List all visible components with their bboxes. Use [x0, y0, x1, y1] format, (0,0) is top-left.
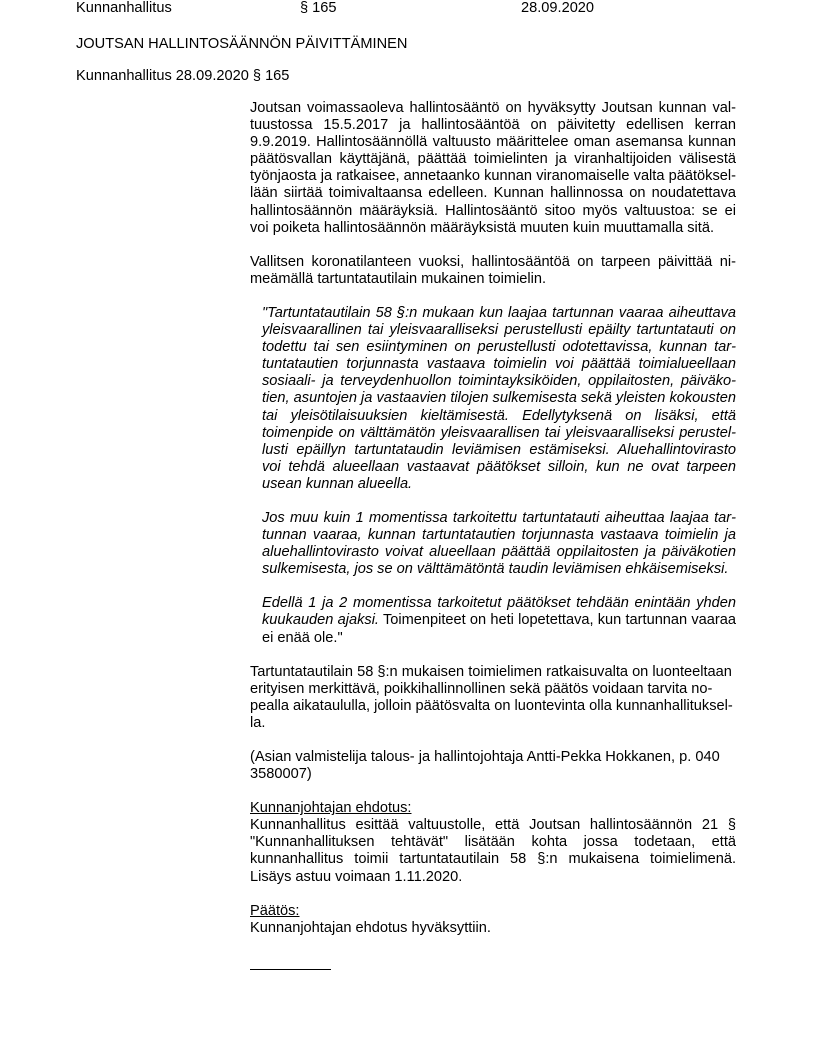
proposal-text: Kunnanhallitus esittää valtuustolle, että Joutsan hallintosäännön 21 § "Kunnanhallituksen tehtävät" lisätään kohta jossa todetaan, että kunnanhallitus toimii tartuntatautilain 58 §:n mukaisena toimielimenä. Lisäys astuu voimaan 1.11.2020.: [250, 817, 736, 885]
intro-paragraph: Joutsan voimassaoleva hallintosääntö on hyväksytty Joutsan kunnan valtuustossa 15.5.2017 ja hallintosääntöä on päivitetty edellisen kerran 9.9.2019. Hallintosäännöllä valtuusto määrittelee oman asemansa kunnan päätösvallan käyttäjänä, päättää toimielinten ja viranhaltijoiden välisestä työnjaosta ja ratkaisee, annetaanko kunnan viranomaiselle valta päätöksellään siirtää toimivaltaansa edelleen. Kunnan hallinnossa on noudatettava hallintosäännön määräyksiä. Hallintosääntö sitoo myös valtuustoa: se ei voi poiketa hallintosäännön määräyksistä muuten kuin muuttamalla sitä.: [250, 100, 736, 236]
reason-paragraph: Vallitsen koronatilanteen vuoksi, hallintosääntöä on tarpeen päivittää nimeämällä tartuntatautilain mukainen toimielin.: [250, 253, 736, 287]
signature-rule: [250, 957, 736, 974]
preparer-note: (Asian valmistelija talous- ja hallintojohtaja Antti-Pekka Hokkanen, p. 040 3580007): [250, 749, 720, 783]
quote-paragraph-3-italic: Edellä 1 ja 2 momentissa tarkoitetut päätökset tehdään enintään yhden kuukauden ajaksi.: [262, 595, 736, 629]
law-quote: [262, 305, 736, 647]
document-body: [250, 100, 736, 974]
meeting-reference: Kunnanhallitus 28.09.2020 § 165: [76, 68, 290, 84]
justification-paragraph: Tartuntatautilain 58 §:n mukaisen toimielimen ratkaisuvalta on luonteeltaan erityisen merkittävä, poikkihallinnollinen sekä päätös voidaan tarvita no- pealla aikataululla, jolloin päätösvalta on luontevinta olla kunnanhallituksel- la.: [250, 663, 733, 731]
proposal-section: [250, 800, 736, 885]
document-title: JOUTSAN HALLINTOSÄÄNNÖN PÄIVITTÄMINEN: [76, 36, 408, 52]
quote-paragraph-3-normal: Toimenpiteet on heti lopetettava, kun tartunnan vaaraa ei enää ole.": [262, 612, 736, 646]
horizontal-rule: [250, 959, 331, 970]
decision-heading: Päätös:: [250, 902, 300, 919]
decision-text: Kunnanjohtajan ehdotus hyväksyttiin.: [250, 919, 491, 936]
quote-paragraph-2: Jos muu kuin 1 momentissa tarkoitettu tartuntatauti aiheuttaa laajaa tartunnan vaaraa, kunnan tartuntatautien torjunnasta vastaava toimielin ja aluehallintovirasto voivat alueellaan päättää oppilaitosten ja päiväkotien sulkemisesta, jos se on välttämätöntä taudin leviämisen ehkäisemiseksi.: [262, 509, 736, 578]
header-body-name: Kunnanhallitus: [76, 0, 172, 16]
quote-paragraph-1: "Tartuntatautilain 58 §:n mukaan kun laajaa tartunnan vaaraa aiheuttava yleisvaarallinen tai yleisvaaralliseksi perustellusti epäilty tartuntatauti on todettu tai sen esiintyminen on perustellusti odotettavissa, kunnan tartuntatautien torjunnasta vastaava toimielin voi päättää toimialueellaan sosiaali- ja terveydenhuollon toimintayksiköiden, oppilaitosten, päiväkotien, asuntojen ja vastaavien tilojen sulkemisesta sekä yleisten kokousten tai yleisötilaisuuksien kieltämisestä. Edellytyksenä on lisäksi, että toimenpide on välttämätön yleisvaarallisen tai yleisvaaralliseksi perustellusti epäillyn tartuntataudin leviämisen estämiseksi. Aluehallintovirasto voi tehdä alueellaan vastaavat päätökset silloin, kun ne ovat tarpeen usean kunnan alueella.: [262, 304, 736, 492]
header-section-number: § 165: [300, 0, 337, 16]
header-date: 28.09.2020: [521, 0, 595, 16]
decision-section: [250, 903, 736, 937]
proposal-heading: Kunnanjohtajan ehdotus:: [250, 800, 412, 817]
quote-paragraph-3: [262, 595, 736, 646]
